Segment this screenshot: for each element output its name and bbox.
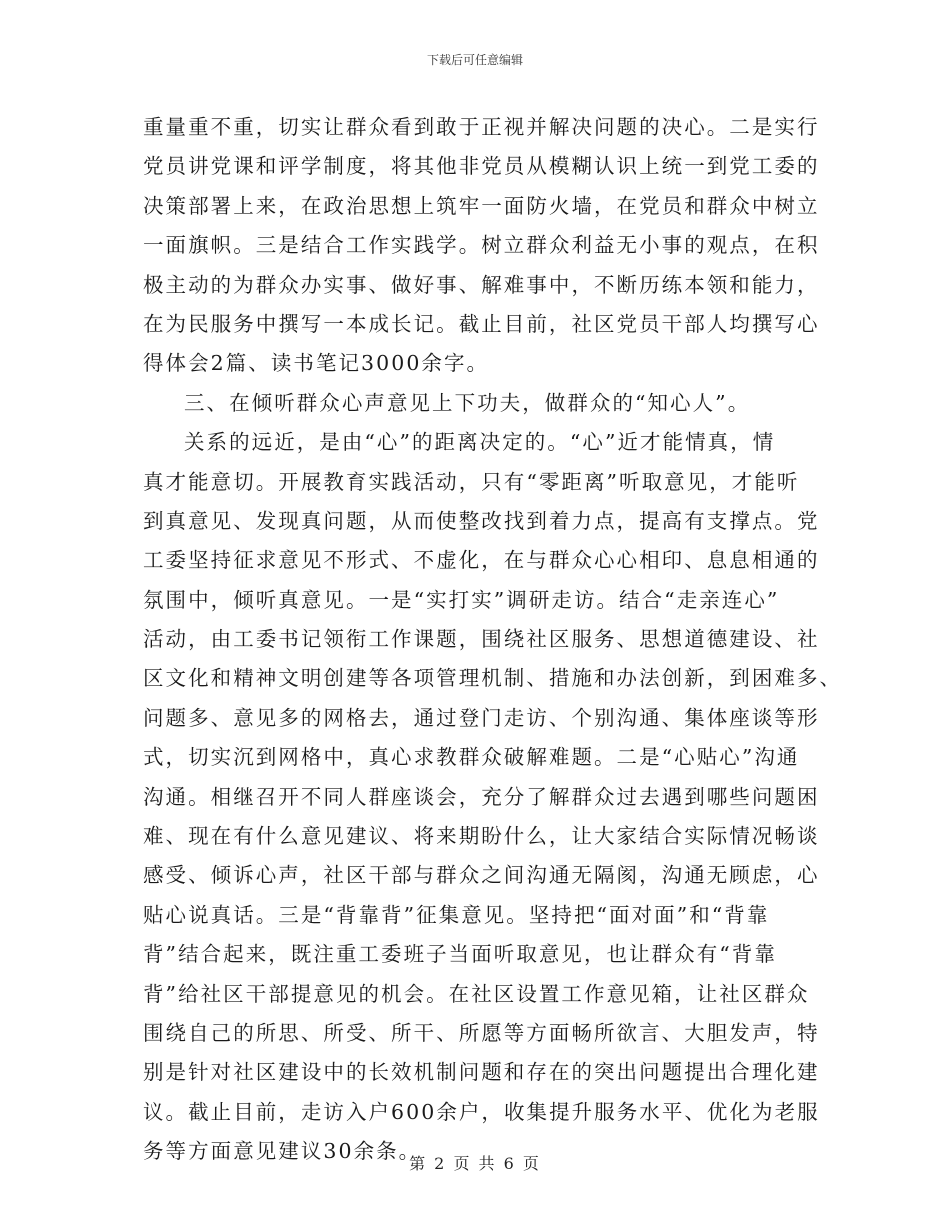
- text-line: 务等方面意见建议30余条。: [143, 1139, 422, 1164]
- text-line: 得体会2篇、读书笔记3000余字。: [143, 351, 490, 376]
- text-line: 真才能意切。开展教育实践活动，只有“零距离”听取意见，才能听: [143, 469, 800, 494]
- text-line: 到真意见、发现真问题，从而使整改找到着力点，提高有支撑点。党: [143, 508, 820, 533]
- document-body: [143, 108, 843, 1172]
- text-line: 问题多、意见多的网格去，通过登门走访、个别沟通、集体座谈等形: [143, 705, 820, 730]
- text-line: 难、现在有什么意见建议、将来期盼什么，让大家结合实际情况畅谈: [143, 824, 820, 849]
- text-line: 氛围中，倾听真意见。一是“实打实”调研走访。结合“走亲连心”: [143, 587, 780, 612]
- text-line: 贴心说真话。三是“背靠背”征集意见。坚持把“面对面”和“背靠: [143, 902, 770, 927]
- page-header: 下载后可任意编辑: [426, 53, 523, 67]
- section-heading: 三、在倾听群众心声意见上下功夫，做群众的“知心人”。: [184, 390, 751, 415]
- page-number: 第 2 页 共 6 页: [409, 1154, 541, 1173]
- text-line: 区文化和精神文明创建等各项管理机制、措施和办法创新，到困难多、: [143, 666, 843, 691]
- text-line: 党员讲党课和评学制度，将其他非党员从模糊认识上统一到党工委的: [143, 154, 820, 179]
- text-line: 议。截止目前，走访入户600余户，收集提升服务水平、优化为老服: [143, 1099, 820, 1124]
- text-line: 工委坚持征求意见不形式、不虚化，在与群众心心相印、息息相通的: [143, 548, 820, 573]
- text-line: 在为民服务中撰写一本成长记。截止目前，社区党员干部人均撰写心: [143, 311, 820, 336]
- text-line: 决策部署上来，在政治思想上筑牢一面防火墙，在党员和群众中树立: [143, 193, 820, 218]
- text-line: 活动，由工委书记领衔工作课题，围绕社区服务、思想道德建设、社: [143, 627, 820, 652]
- text-line: 极主动的为群众办实事、做好事、解难事中，不断历练本领和能力，: [143, 272, 820, 297]
- text-line: 重量重不重，切实让群众看到敢于正视并解决问题的决心。二是实行: [143, 115, 820, 139]
- text-line: 别是针对社区建设中的长效机制问题和存在的突出问题提出合理化建: [143, 1060, 820, 1085]
- text-line: 背”结合起来，既注重工委班子当面听取意见，也让群众有“背靠: [143, 942, 777, 967]
- text-line: 背”给社区干部提意见的机会。在社区设置工作意见箱，让社区群众: [143, 981, 810, 1006]
- text-line: 关系的远近，是由“心”的距离决定的。“心”近才能情真，情: [184, 430, 776, 455]
- text-line: 式，切实沉到网格中，真心求教群众破解难题。二是“心贴心”沟通: [143, 745, 800, 770]
- text-line: 沟通。相继召开不同人群座谈会，充分了解群众过去遇到哪些问题困: [143, 784, 820, 809]
- text-line: 围绕自己的所思、所受、所干、所愿等方面畅所欲言、大胆发声，特: [143, 1020, 820, 1045]
- text-line: 一面旗帜。三是结合工作实践学。树立群众利益无小事的观点，在积: [143, 233, 820, 258]
- text-line: 感受、倾诉心声，社区干部与群众之间沟通无隔阂，沟通无顾虑，心: [143, 863, 820, 888]
